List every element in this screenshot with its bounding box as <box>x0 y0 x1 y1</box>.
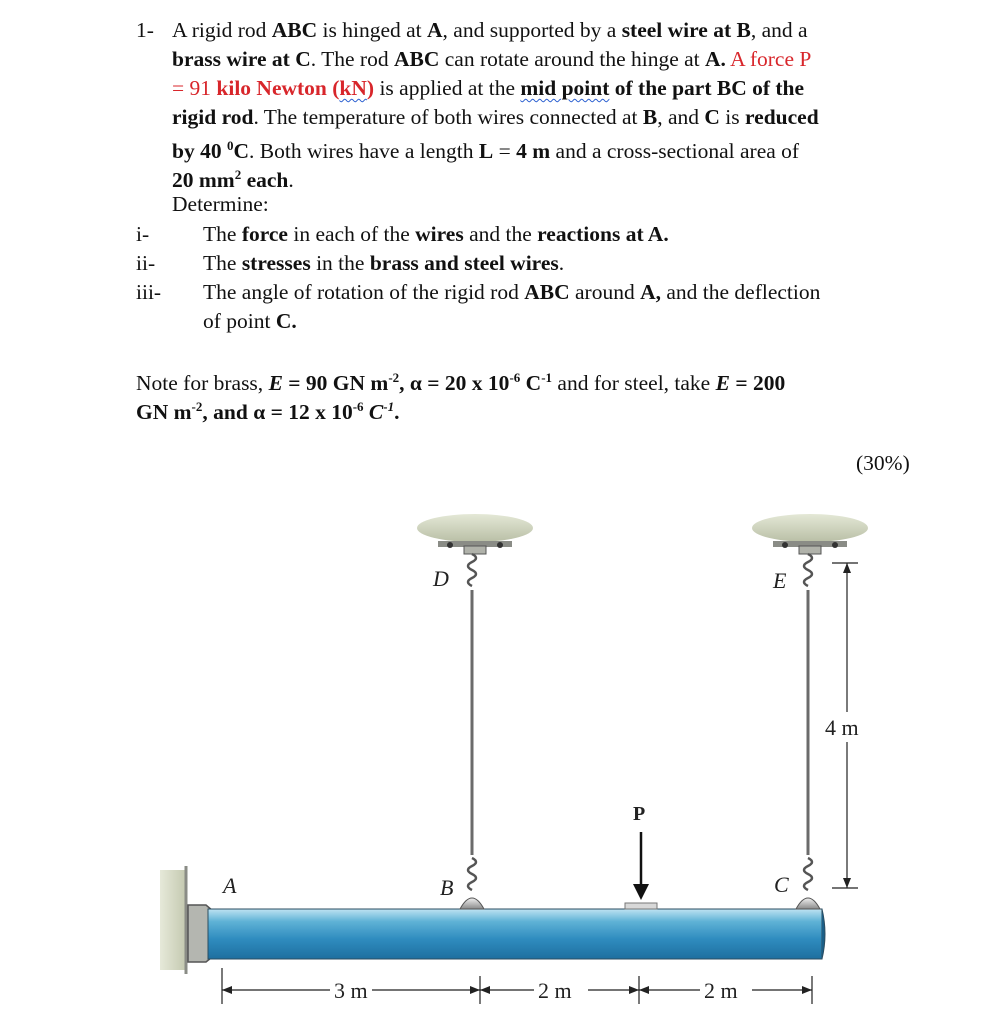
dim-2m-label-1: 2 m <box>538 978 572 1003</box>
rigid-rod-abc <box>208 909 825 959</box>
label-c: C <box>774 872 789 897</box>
load-pad <box>625 903 657 909</box>
pin-b <box>460 898 484 909</box>
task-3: The angle of rotation of the rigid rod ABC around A, and the deflection <box>203 280 821 304</box>
label-d: D <box>433 566 449 591</box>
dim-2m-label-2: 2 m <box>704 978 738 1003</box>
ceiling-support-e <box>752 514 868 554</box>
label-b: B <box>440 875 454 900</box>
label-e: E <box>773 568 787 593</box>
label-p: P <box>633 803 646 825</box>
task-3-continued: of point C. <box>203 309 297 333</box>
brass-wire-ce <box>804 554 812 890</box>
task-1-number: i- <box>136 222 150 246</box>
label-a: A <box>223 873 237 898</box>
problem-number: 1- <box>136 18 154 42</box>
task-1: The force in each of the wires and the reactions at A. <box>203 222 669 246</box>
note-line-1: Note for brass, E = 90 GN $m^{-2}$, α = 20 x $10^{-6}$ $C^{-1}$ and for steel, take E = 200 <box>136 370 786 396</box>
ceiling-support-d <box>417 514 533 554</box>
task-2-number: ii- <box>136 251 156 275</box>
wall-support <box>160 866 186 974</box>
problem-line-5: by 40 $^0$C. Both wires have a length L = 4 m and a cross-sectional area of <box>172 138 800 164</box>
dim-3m-label: 3 m <box>334 978 368 1003</box>
steel-wire-bd <box>468 554 476 890</box>
problem-line-2: brass wire at C. The rod ABC can rotate around the hinge at A. A force P <box>172 47 812 71</box>
task-2: The stresses in the brass and steel wires. <box>203 251 565 275</box>
problem-line-3: = 91 kilo Newton (kN) is applied at the mid point of the part BC of the <box>172 76 805 100</box>
pin-c <box>796 898 820 909</box>
note-line-2: GN $m^{-2}$, and α = 12 x $10^{-6}$ $C^{-1}$. <box>136 399 400 425</box>
problem-line-1: A rigid rod ABC is hinged at A, and supported by a steel wire at B, and a <box>172 18 808 42</box>
weight-percent: (30%) <box>856 451 910 475</box>
problem-line-6: 20 $mm^2$ each. <box>172 167 294 193</box>
problem-line-4: rigid rod. The temperature of both wires connected at B, and C is reduced <box>172 105 819 129</box>
task-3-number: iii- <box>136 280 162 304</box>
determine-heading: Determine: <box>172 192 269 216</box>
force-p-arrow <box>633 832 649 900</box>
dim-4m-label: 4 m <box>825 715 859 740</box>
